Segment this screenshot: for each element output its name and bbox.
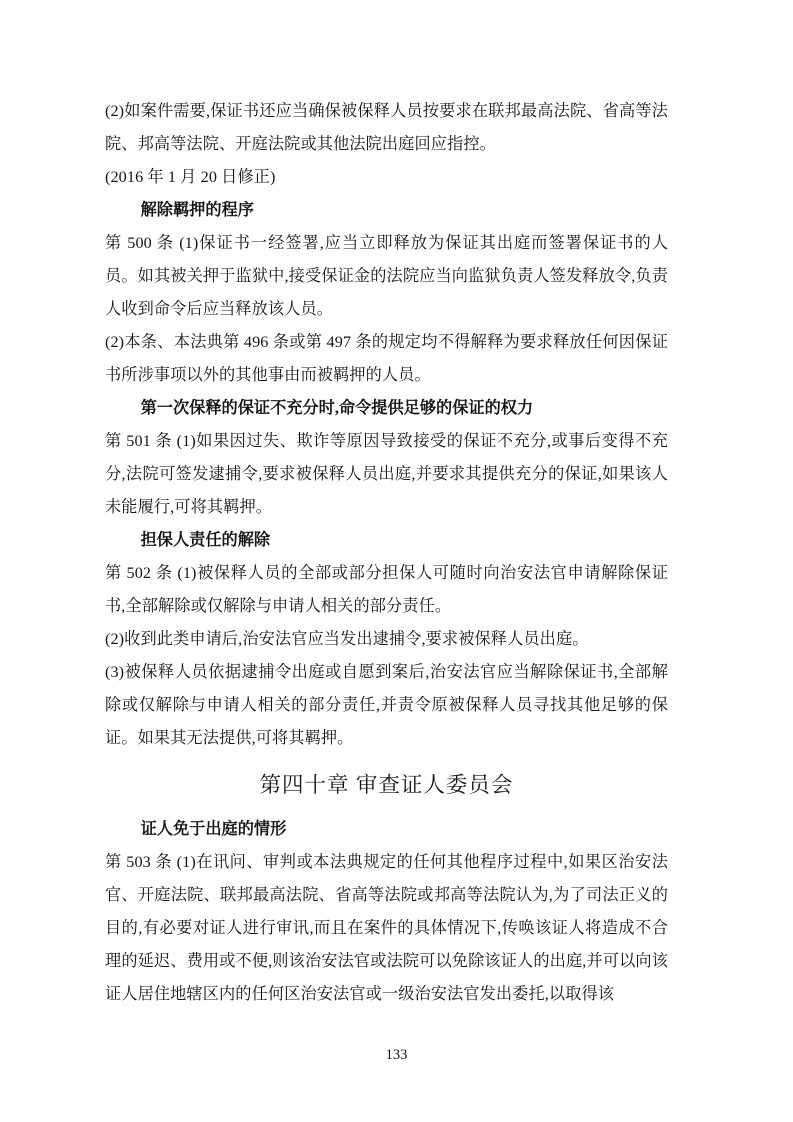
- page-number: 133: [385, 1047, 408, 1063]
- amendment-note: (2016 年 1 月 20 日修正): [105, 168, 276, 186]
- para-section-502: 第 502 条 (1)被保释人员的全部或部分担保人可随时向治安法官申请解除保证书,全部解除或仅解除与申请人相关的部分责任。: [105, 564, 668, 615]
- section-heading-release-from-custody: 解除羁押的程序: [140, 201, 254, 219]
- para-section-501: 第 501 条 (1)如果因过失、欺诈等原因导致接受的保证不充分,或事后变得不充分,法院可签发逮捕令,要求被保释人员出庭,并要求其提供充分的保证,如果该人未能履行,可将其羁押。: [105, 432, 668, 516]
- para-section-500-clause-2: (2)本条、本法典第 496 条或第 497 条的规定均不得解释为要求释放任何因保证书所涉事项以外的其他事由而被羁押的人员。: [105, 333, 668, 384]
- section-heading-witness-exemption: 证人免于出庭的情形: [140, 820, 287, 838]
- section-heading-insufficient-surety: 第一次保释的保证不充分时,命令提供足够的保证的权力: [140, 399, 534, 417]
- para-section-503: 第 503 条 (1)在讯问、审判或本法典规定的任何其他程序过程中,如果区治安法官、开庭法院、联邦最高法院、省高等法院或邦高等法院认为,为了司法正义的目的,有必要对证人进行审讯,而且在案件的具体情况下,传唤该证人将造成不合理的延迟、费用或不便,则该治安法官或法院可以免除该证人的出庭,并可以向该证人居住地辖区内的任何区治安法官或一级治安法官发出委托,以取得该: [105, 853, 668, 1003]
- para-section-500: 第 500 条 (1)保证书一经签署,应当立即释放为保证其出庭而签署保证书的人员。如其被关押于监狱中,接受保证金的法院应当向监狱负责人签发释放令,负责人收到命令后应当释放该人员。: [105, 234, 668, 318]
- section-heading-discharge-of-sureties: 担保人责任的解除: [140, 531, 271, 549]
- para-bond-appearance-clause-2: (2)如案件需要,保证书还应当确保被保释人员按要求在联邦最高法院、省高等法院、邦高等法院、开庭法院或其他法院出庭回应指控。: [105, 102, 668, 153]
- para-section-502-clause-2: (2)收到此类申请后,治安法官应当发出逮捕令,要求被保释人员出庭。: [105, 630, 589, 648]
- chapter-heading-40: 第四十章 审查证人委员会: [259, 773, 514, 797]
- text-block: [105, 95, 668, 1011]
- para-section-502-clause-3: (3)被保释人员依据逮捕令出庭或自愿到案后,治安法官应当解除保证书,全部解除或仅解除与申请人相关的部分责任,并责令原被保释人员寻找其他足够的保证。如果其无法提供,可将其羁押。: [105, 663, 668, 747]
